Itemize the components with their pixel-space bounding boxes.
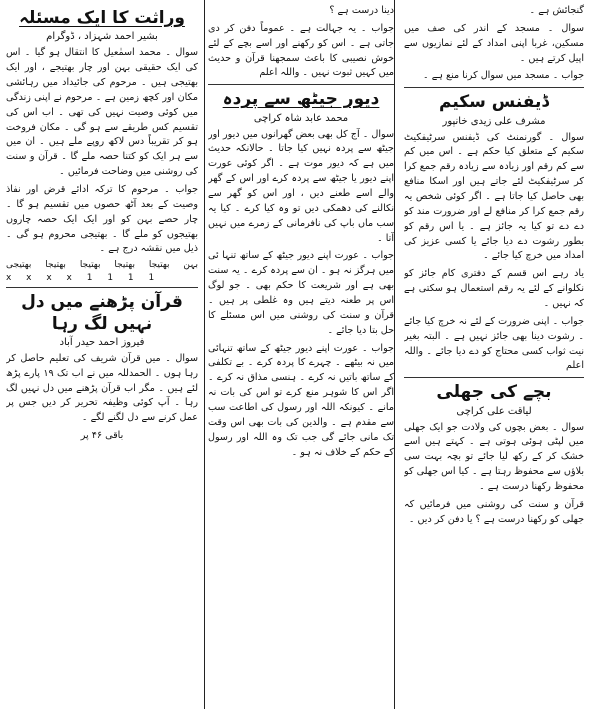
question-text: سوال ۔ محمد اسمٰعیل کا انتقال ہو گیا ۔ اس کی ایک حقیقی بہن اور چار بھتیجے ، اور ایک بھتیجی ہیں ۔ مرحوم کی جائیداد میں رہائشی مکان اور کچھ زمین ہے ۔ مرحوم نے اپنی زندگی میں کوئی وصیت نہیں کی تھی ۔ اب اس کی تقسیم کس طریقے سے ہو گی ۔ مکان فروخت ہو کر تقریباً دس لاکھ روپے ملے ہیں ۔ ان میں سے ہر ایک کو کتنا حصہ ملے گا ۔ قرآن و سنت کی روشنی میں وضاحت فرمائیں ۔ (6, 47, 198, 178)
article-title: قرآن پڑھنے میں دل نہیں لگ رہا (21, 292, 183, 334)
article-byline: محمد عابد شاہ کراچی (253, 112, 349, 124)
shares-row: x x x x 1 1 1 1 (6, 273, 161, 284)
question-text: سوال ۔ میں قرآن شریف کی تعلیم حاصل کر رہا ہوں ۔ الحمدللہ میں نے اب تک ۱۹ پارے پڑھ لئے ہیں ۔ مگر اب قرآن پڑھنے میں دل نہیں لگ رہا ۔ آپ کوئی وظیفہ تحریر کر دیں جس پر عمل کرنے سے دل لگنے لگے ۔ (6, 352, 198, 424)
column-divider (204, 0, 205, 709)
heir-label: بھتیجا (45, 260, 66, 271)
answer-text: جواب ۔ عورت اپنے دیور جیٹھ کے ساتھ تنہا ئی میں ہرگز نہ ہو ۔ ان سے پردہ کرے ۔ یہ سنت بھی ہے اور شریعت کا حکم بھی ۔ جو لوگ اس پر طعنہ دیتے ہیں وہ غلطی پر ہیں ۔ قرآن و سنت کی روشنی میں اس مسئلے کا حل بتا دیا جائے ۔ (208, 250, 394, 336)
heir-label: بھتیجی (6, 260, 32, 271)
heir-label: بہن (183, 260, 198, 271)
question-text: سوال ۔ گورنمنٹ کی ڈیفنس سرٹیفکیٹ سکیم کے متعلق کیا حکم ہے ۔ اس میں کم سے کم رقم اور زیادہ سے زیادہ رقم جمع کرا کر سرٹیفکیٹ لئے جاتے ہیں اور اسکا منافع بھی حاصل کیا جاتا ہے ۔ اگر کوئی شخص یہ رقم جمع کرا کر منافع لے اور ضرورت مند کو دے دے تو کیا یہ جائز ہے ۔ یا اس رقم کو بطور رشوت دے دیا جائے یا کسی عزیز کی امداد میں خرچ کیا جائے ۔ (404, 131, 584, 262)
continued-text: گنجائش ہے ۔ (529, 5, 584, 16)
question-text: قرآن و سنت کی روشنی میں فرمائیں کہ جھلی کو رکھنا درست ہے ؟ یا دفن کر دیں ۔ (404, 498, 584, 525)
middle-column (208, 4, 394, 705)
article-byline: مشرف علی زیدی خانپور (442, 115, 546, 127)
left-column (6, 4, 198, 705)
article-byline: فیروز احمد حیدر آباد (59, 336, 145, 348)
question-text: سوال ۔ مسجد کے اندر کی صف میں مسکین، غربا اپنی امداد کے لئے نمازیوں سے اپیل کرتے ہیں ۔ (404, 22, 584, 64)
question-text: یاد رہے اس قسم کے دفتری کام جائز کو نکلوانے کے لئے یہ رقم استعمال ہو سکتی ہے کہ نہیں ۔ (404, 268, 584, 309)
column-divider (394, 0, 395, 709)
answer-text: جواب ۔ مرحوم کا ترکہ ادائے قرض اور نفاذ وصیت کے بعد آٹھ حصوں میں تقسیم ہو گا ۔ چار حصے بہن کو اور ایک ایک حصہ چاروں بھتیجوں کو ملے گا ۔ بھتیجی محروم ہو گی ۔ ذیل میں نقشہ درج ہے ۔ (6, 183, 198, 255)
answer-text: جواب ۔ اپنی ضرورت کے لئے نہ خرچ کیا جائے ۔ رشوت دینا بھی جائز نہیں ہے ۔ البتہ بغیر نیت ثواب کسی محتاج کو دے دیا جائے ۔ واللہ اعلم (404, 315, 584, 372)
section-divider (404, 87, 584, 88)
section-divider (6, 287, 198, 288)
question-text: سوال ۔ آج کل بھی بعض گھرانوں میں دیور اور جیٹھ سے پردہ نہیں کیا جاتا ۔ حالانکہ حدیث میں ہے کہ دیور موت ہے ۔ اگر کوئی عورت اپنے دیور یا جیٹھ سے پردہ کرے اور اس کے گھر والے اسے طعنے دیں ، اور اس کو گھر سے نکالنے کی دھمکی دیں تو وہ کیا کرے ۔ کیا یہ سب ماں باپ کی نافرمانی کے زمرے میں نہیں آتا ۔ (208, 128, 394, 244)
answer-text: جواب ۔ عورت اپنے دیور جیٹھ کے ساتھ تنہائی میں نہ بیٹھے ۔ چہرے کا پردہ کرے ۔ بے تکلفی کے ساتھ باتیں نہ کرے ۔ ہنسی مذاق نہ کرے ۔ اگر اس کا شوہر منع کرے تو اس کی بات نہ مانے ۔ کیونکہ اللہ اور رسول کی اطاعت سب سے مقدم ہے ۔ والدین کی بات بھی اس وقت تک مانی جائے گی جب تک وہ اللہ اور رسول کے حکم کے خلاف نہ ہو ۔ (208, 342, 394, 458)
right-column (404, 4, 584, 705)
article-title: ڈیفنس سکیم (439, 92, 549, 113)
answer-text: جواب ۔ مسجد میں سوال کرنا منع ہے ۔ (423, 70, 584, 82)
heir-label: بھتیجا (114, 260, 135, 271)
article-byline: لیاقت علی کراچی (456, 405, 532, 417)
article-title: وراثت کا ایک مسئلہ (19, 8, 185, 28)
question-text: سوال ۔ بعض بچوں کی ولادت جو ایک جھلی میں لپٹی ہوئی ہوتی ہے ۔ کہتے ہیں اسے خشک کر کے رکھ لیا جائے تو بچہ بہت سی بلاؤں سے محفوظ رہتا ہے ۔ کیا اس جھلی کو محفوظ رکھنا درست ہے ۔ (404, 421, 584, 492)
continued-note: باقی ۴۶ پر (80, 430, 124, 442)
article-title: دیور جیٹھ سے پردہ (222, 89, 380, 110)
heirs-table (6, 260, 198, 270)
continued-text: دینا درست ہے ؟ (329, 5, 394, 16)
heir-label: بھتیجا (79, 260, 101, 271)
article-byline: بشیر احمد شہزاد ، ڈوگرام (46, 31, 158, 43)
section-divider (404, 377, 584, 378)
heir-label: بھتیجا (148, 260, 170, 271)
answer-text: جواب ۔ یہ جہالت ہے ۔ عموماً دفن کر دی جاتی ہے ۔ اس کو رکھنے اور اسے بچے کے لئے خوش نصیبی کا باعث سمجھنا قرآن و حدیث میں کہیں ثبوت نہیں ۔ واللہ اعلم (208, 22, 394, 79)
article-title: بچے کی جھلی (436, 382, 552, 403)
section-divider (208, 84, 394, 85)
